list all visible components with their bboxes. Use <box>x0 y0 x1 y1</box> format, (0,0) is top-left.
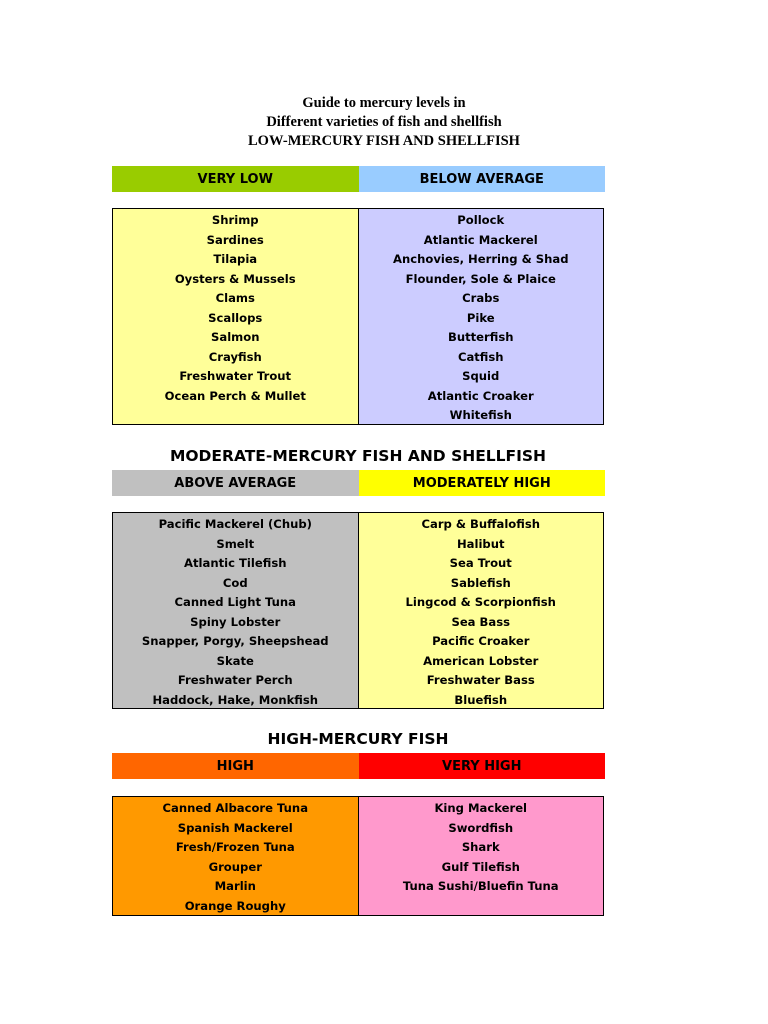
category-label-very-low: VERY LOW <box>112 166 359 192</box>
fish-item: Pollock <box>457 213 505 227</box>
fish-item: Grouper <box>208 859 262 874</box>
fish-item: Smelt <box>216 536 255 551</box>
fish-item: Snapper, Porgy, Sheepshead <box>141 634 329 648</box>
fish-item: Freshwater Perch <box>177 673 293 687</box>
low-mercury-table <box>112 208 604 425</box>
fish-item: Freshwater Trout <box>179 369 292 383</box>
fish-item: Shark <box>461 840 500 854</box>
moderate-mercury-category-band <box>112 470 605 496</box>
fish-item: Bluefish <box>454 692 508 707</box>
fish-item: Spiny Lobster <box>190 614 281 629</box>
category-label-moderately-high: MODERATELY HIGH <box>359 470 606 496</box>
fish-item: Scallops <box>208 310 263 325</box>
high-column <box>113 797 358 915</box>
fish-item: Canned Albacore Tuna <box>162 801 309 815</box>
fish-item: Freshwater Bass <box>426 673 535 687</box>
title-line-3: LOW-MERCURY FISH AND SHELLFISH <box>248 133 520 149</box>
fish-item: Orange Roughy <box>184 898 286 913</box>
fish-item: Tuna Sushi/Bluefin Tuna <box>402 879 559 893</box>
fish-item: Haddock, Hake, Monkfish <box>152 692 319 707</box>
fish-item: Whitefish <box>449 408 512 422</box>
fish-item: Canned Light Tuna <box>174 595 296 609</box>
fish-item: Sardines <box>206 232 264 247</box>
above-average-column <box>113 513 358 708</box>
fish-item: Fresh/Frozen Tuna <box>175 840 295 854</box>
fish-item: Pacific Croaker <box>432 634 530 648</box>
fish-item: Atlantic Mackerel <box>423 232 538 247</box>
fish-item: Spanish Mackerel <box>177 820 293 835</box>
high-mercury-heading: HIGH-MERCURY FISH <box>267 730 449 748</box>
fish-item: Atlantic Croaker <box>427 388 534 403</box>
category-label-above-average: ABOVE AVERAGE <box>112 470 359 496</box>
moderately-high-column <box>358 513 604 708</box>
very-low-column <box>113 209 358 424</box>
fish-item: Pike <box>466 310 495 325</box>
fish-item: Ocean Perch & Mullet <box>164 388 306 403</box>
moderate-mercury-heading: MODERATE-MERCURY FISH AND SHELLFISH <box>169 447 547 465</box>
fish-item: Pacific Mackerel (Chub) <box>158 517 312 531</box>
fish-item: King Mackerel <box>434 801 528 815</box>
fish-item: Crayfish <box>208 349 262 364</box>
category-label-below-average: BELOW AVERAGE <box>359 166 606 192</box>
fish-item: Skate <box>216 653 254 668</box>
fish-item: Tilapia <box>213 252 258 266</box>
low-mercury-category-band <box>112 166 605 192</box>
fish-item: Oysters & Mussels <box>174 271 296 286</box>
category-label-high: HIGH <box>112 753 359 779</box>
moderate-mercury-table <box>112 512 604 709</box>
fish-item: Sea Trout <box>449 556 512 570</box>
fish-item: Lingcod & Scorpionfish <box>405 595 556 609</box>
very-high-column <box>358 797 604 915</box>
fish-item: Butterfish <box>447 330 514 344</box>
fish-item: Sea Bass <box>451 614 511 629</box>
fish-item: Gulf Tilefish <box>441 859 520 874</box>
fish-item: Atlantic Tilefish <box>184 556 287 570</box>
fish-item: Sablefish <box>450 575 511 590</box>
below-average-column <box>358 209 604 424</box>
fish-item: Squid <box>462 369 500 383</box>
fish-item: Cod <box>222 575 248 590</box>
high-mercury-table <box>112 796 604 916</box>
fish-item: Carp & Buffalofish <box>421 517 541 531</box>
category-label-very-high: VERY HIGH <box>359 753 606 779</box>
fish-item: Shrimp <box>211 213 259 227</box>
document-title <box>0 94 768 151</box>
fish-item: Marlin <box>214 879 256 893</box>
title-line-2: Different varieties of fish and shellfish <box>266 114 502 130</box>
fish-item: Salmon <box>211 330 260 344</box>
fish-item: Swordfish <box>448 820 514 835</box>
title-line-1: Guide to mercury levels in <box>302 95 466 111</box>
fish-item: Anchovies, Herring & Shad <box>393 252 569 266</box>
fish-item: Crabs <box>462 291 500 305</box>
fish-item: Catfish <box>457 349 504 364</box>
fish-item: Flounder, Sole & Plaice <box>405 271 556 286</box>
fish-item: American Lobster <box>423 653 539 668</box>
fish-item: Halibut <box>456 536 505 551</box>
high-mercury-category-band <box>112 753 605 779</box>
fish-item: Clams <box>215 291 255 305</box>
